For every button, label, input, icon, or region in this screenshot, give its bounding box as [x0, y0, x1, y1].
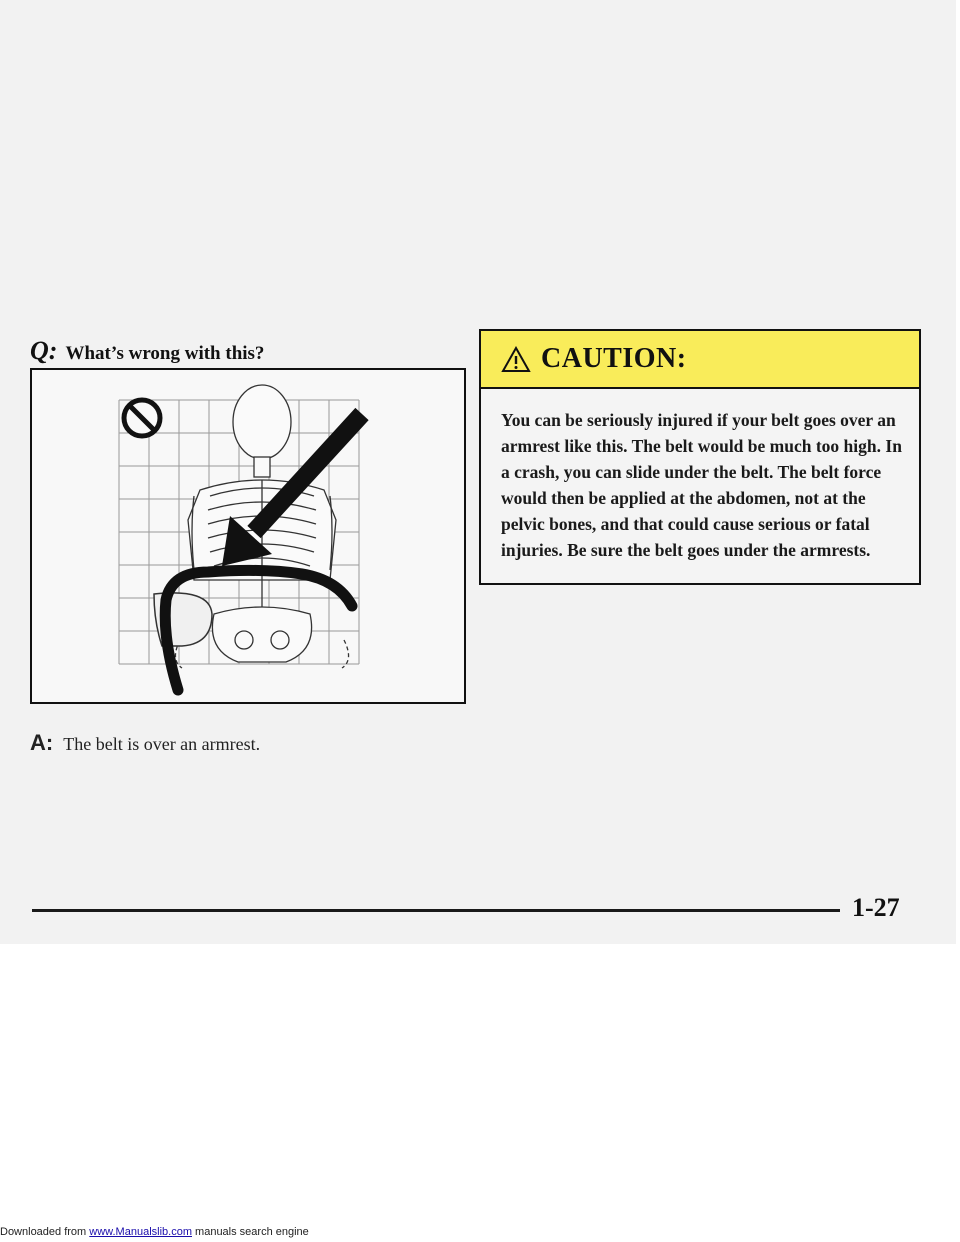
caution-box [479, 329, 921, 585]
prohibited-icon [124, 400, 160, 436]
answer [30, 730, 260, 756]
question-letter: Q: [30, 336, 58, 365]
download-footer [0, 1226, 309, 1238]
manualslib-link[interactable]: www.Manualslib.com [89, 1226, 192, 1238]
footer-suffix: manuals search engine [191, 1226, 309, 1238]
answer-text: The belt is over an armrest. [63, 734, 261, 754]
question [30, 336, 264, 366]
page-number: 1-27 [852, 893, 900, 922]
footer-prefix: Downloaded from [0, 1226, 90, 1238]
footer-rule [32, 909, 840, 912]
caution-title: CAUTION: [541, 343, 687, 374]
armrest-belt-illustration [30, 368, 466, 704]
caution-header [481, 331, 919, 389]
answer-letter: A: [30, 730, 54, 755]
caution-text: You can be seriously injured if your belt goes over an armrest like this. The belt would be much too high. In a crash, you can slide under the belt. The belt force would then be applied at the abdomen, not at the pelvic bones, and that could cause serious or fatal injuries. Be sure the belt goes under the armrests. [501, 410, 902, 560]
question-text: What’s wrong with this? [65, 343, 265, 364]
illustration-svg [32, 370, 464, 702]
warning-triangle-icon [501, 346, 531, 373]
